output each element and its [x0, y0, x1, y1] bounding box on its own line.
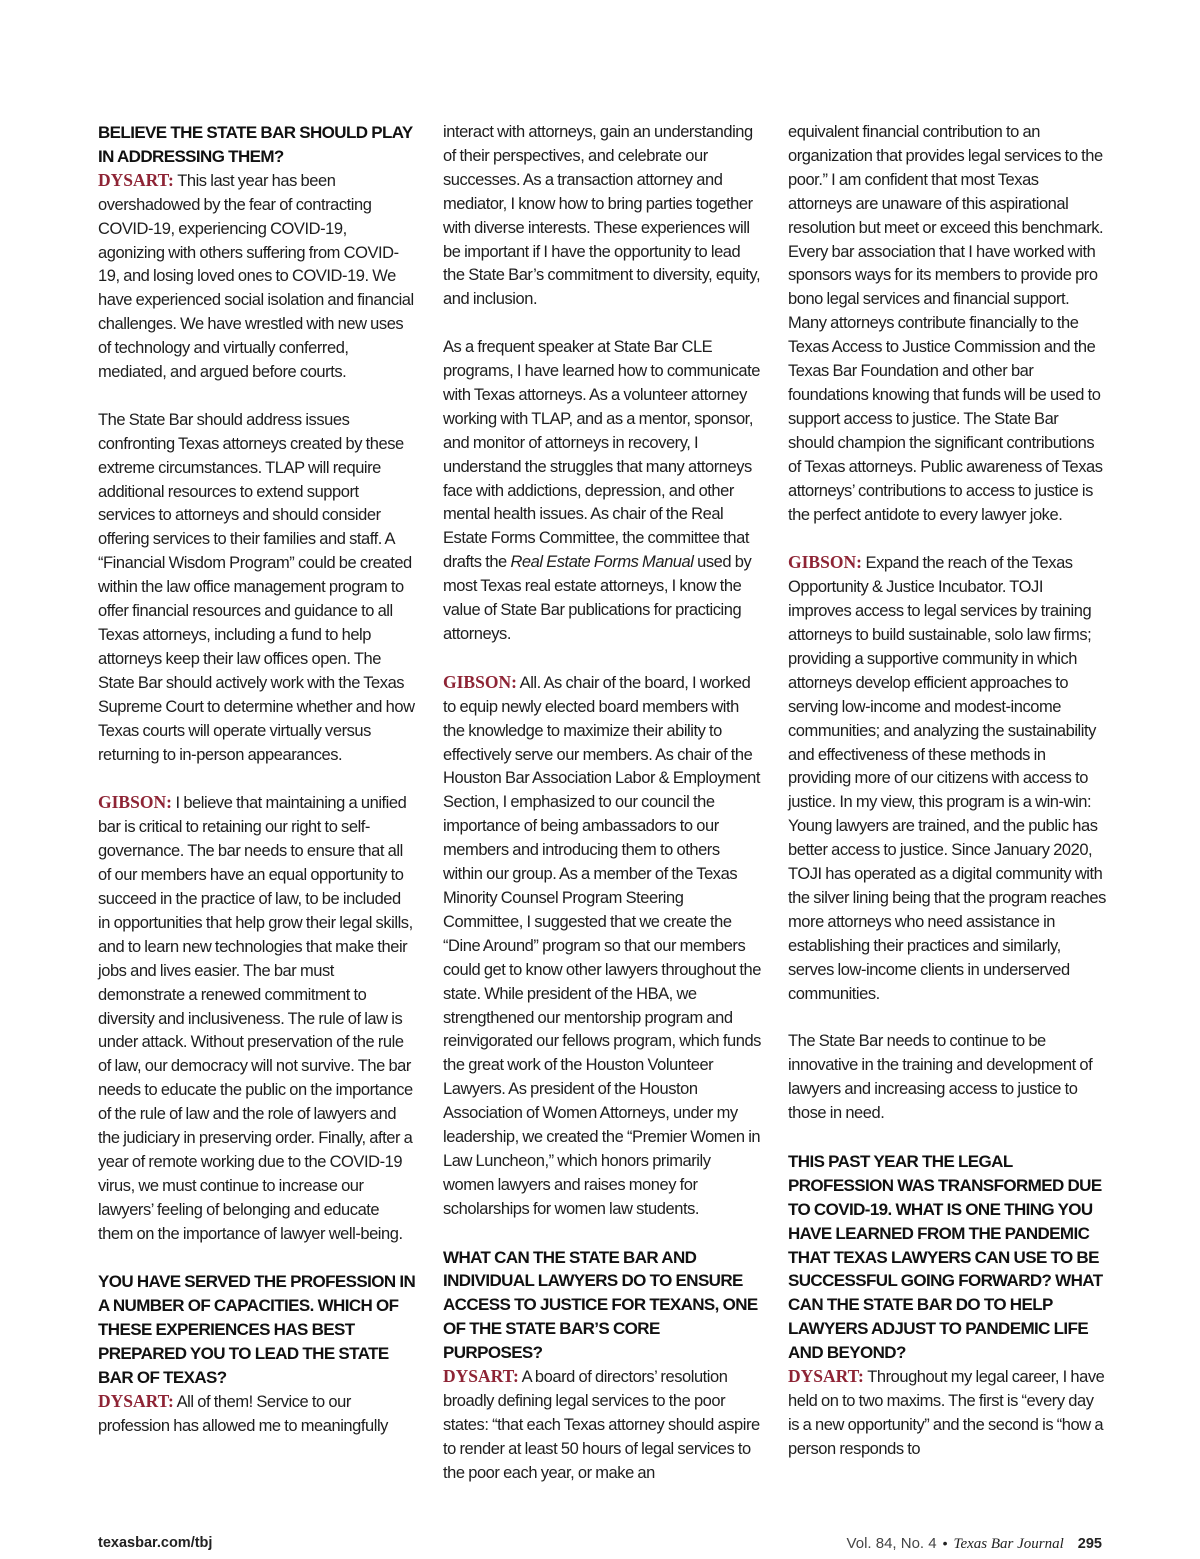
- column-2: [443, 121, 761, 1486]
- answer-paragraph: [443, 671, 761, 1222]
- footer-publication-info: [847, 1535, 1102, 1553]
- answer-paragraph: equivalent financial contribution to an organization that provides legal services to the poor.” I am confident that most Texas attorneys are unaware of this aspirational resolution but meet or exceed this benchmark. Every bar association that I have worked with sponsors ways for its members to provide pro bono legal services and financial support. Many attorneys contribute financially to the Texas Access to Justice Commission and the Texas Bar Foundation and other bar foundations knowing that funds will be used to support access to justice. The State Bar should champion the significant contributions of Texas attorneys. Public awareness of Texas attorneys’ contributions to access to justice is the perfect antidote to every lawyer joke.: [788, 123, 1104, 524]
- answer-paragraph: [98, 1390, 416, 1439]
- answer-text: As a frequent speaker at State Bar CLE programs, I have learned how to communicate with Texas attorneys. As a volunteer attorney working with TLAP, and as a mentor, sponsor, and monitor of attorneys in recovery, I understand the struggles that many attorneys face with addictions, depression, and other mental health issues. As chair of the Real Estate Forms Committee, the committee that drafts the: [443, 338, 760, 572]
- answer-paragraph: The State Bar should address issues confronting Texas attorneys created by these extreme circumstances. TLAP will require additional resources to extend support services to attorneys and should consider offering services to their families and staff. A “Financial Wisdom Program” could be created within the law office management program to offer financial resources and guidance to all Texas attorneys, including a fund to help attorneys keep their law offices open. The State Bar should actively work with the Texas Supreme Court to determine whether and how Texas courts will operate virtually versus returning to in-person appearances.: [98, 410, 415, 764]
- column-3: [788, 121, 1106, 1462]
- answer-paragraph: [98, 169, 416, 385]
- speaker-label: GIBSON:: [788, 552, 862, 573]
- answer-text: All of them! Service to our profession has allowed me to meaningfully: [98, 1392, 388, 1435]
- answer-paragraph: [443, 1365, 761, 1486]
- answer-text: This last year has been overshadowed by the fear of contracting COVID-19, experiencing COVID-19, agonizing with others suffering from COVID-19, and losing loved ones to COVID-19. We have experienced social isolation and financial challenges. We have wrestled with new uses of technology and virtually conferred, mediated, and argued before courts.: [98, 171, 414, 382]
- volume-issue: Vol. 84, No. 4: [846, 1535, 937, 1552]
- answer-text: used by most Texas real estate attorneys, I know the value of State Bar publications for practicing attorneys.: [443, 553, 752, 644]
- speaker-label: DYSART:: [98, 1390, 174, 1411]
- answer-text: Expand the reach of the Texas Opportunity & Justice Incubator. TOJI improves access to legal services by training attorneys to build sustainable, solo law firms; providing a supportive community in which attorneys develop efficient approaches to serving low-income and modest-income communities; and analyzing the sustainability and effectiveness of these methods in providing more of our citizens with access to justice. In my view, this program is a win-win: Young lawyers are trained, and the public has better access to justice. Since January 2020, TOJI has operated as a digital community with the silver lining being that the program reaches more attorneys who need assistance in establishing their practices and similarly, serves low-income clients in underserved communities.: [788, 554, 1106, 1003]
- speaker-label: DYSART:: [788, 1366, 864, 1387]
- answer-text: All. As chair of the board, I worked to equip newly elected board members with the knowledge to maximize their ability to effectively serve our members. As chair of the Houston Bar Association Labor & Employment Section, I emphasized to our council the importance of being ambassadors to our members and introducing them to others within our group. As a member of the Texas Minority Counsel Program Steering Committee, I suggested that we create the “Dine Around” program so that our members could get to know other lawyers throughout the state. While president of the HBA, we strengthened our mentorship program and reinvigorated our fellows program, which funds the great work of the Houston Volunteer Lawyers. As president of the Houston Association of Women Attorneys, under my leadership, we created the “Premier Women in Law Luncheon,” which honors primarily women lawyers and raises money for scholarships for women law students.: [443, 673, 761, 1218]
- question-heading: YOU HAVE SERVED THE PROFESSION IN A NUMBER OF CAPACITIES. WHICH OF THESE EXPERIENCES HAS BEST PREPARED YOU TO LEAD THE STATE BAR OF TEXAS?: [98, 1272, 416, 1388]
- speaker-label: GIBSON:: [98, 792, 172, 813]
- answer-paragraph: The State Bar needs to continue to be innovative in the training and development of lawyers and increasing access to justice to those in need.: [788, 1032, 1093, 1123]
- answer-paragraph: interact with attorneys, gain an understanding of their perspectives, and celebrate our successes. As a transaction attorney and mediator, I know how to bring parties together with diverse interests. These experiences will be important if I have the opportunity to lead the State Bar’s commitment to diversity, equity, and inclusion.: [443, 123, 761, 309]
- publication-title: Real Estate Forms Manual: [510, 553, 694, 572]
- speaker-label: DYSART:: [443, 1366, 519, 1387]
- footer-url: texasbar.com/tbj: [98, 1535, 213, 1551]
- answer-text: I believe that maintaining a unified bar is critical to retaining our right to self-governance. The bar needs to ensure that all of our members have an equal opportunity to succeed in the practice of law, to be included in opportunities that help grow their legal skills, and to learn new technologies that make their jobs and lives easier. The bar must demonstrate a renewed commitment to diversity and inclusiveness. The rule of law is under attack. Without preservation of the rule of law, our democracy will not survive. The bar needs to educate the public on the importance of the rule of law and the role of lawyers and the judiciary in preserving order. Finally, after a year of remote working due to the COVID-19 virus, we must continue to increase our lawyers’ feeling of belonging and educate them on the importance of lawyer well-being.: [98, 794, 413, 1243]
- question-heading: BELIEVE THE STATE BAR SHOULD PLAY IN ADDRESSING THEM?: [98, 123, 413, 166]
- speaker-label: DYSART:: [98, 169, 174, 190]
- speaker-label: GIBSON:: [443, 671, 517, 692]
- page-number: 295: [1077, 1536, 1102, 1552]
- answer-text: Throughout my legal career, I have held on to two maxims. The first is “every day is a new opportunity” and the second is “how a person responds to: [788, 1368, 1105, 1458]
- answer-paragraph: [788, 551, 1106, 1006]
- question-heading: THIS PAST YEAR THE LEGAL PROFESSION WAS TRANSFORMED DUE TO COVID-19. WHAT IS ONE THING YOU HAVE LEARNED FROM THE PANDEMIC THAT TEXAS LAWYERS CAN USE TO BE SUCCESSFUL GOING FORWARD? WHAT CAN THE STATE BAR DO TO HELP LAWYERS ADJUST TO PANDEMIC LIFE AND BEYOND?: [788, 1151, 1103, 1363]
- answer-paragraph: [443, 336, 761, 647]
- journal-name: Texas Bar Journal: [953, 1536, 1064, 1552]
- answer-paragraph: [788, 1365, 1106, 1462]
- page-footer: [98, 1535, 1102, 1559]
- column-1: [98, 121, 416, 1439]
- question-heading: WHAT CAN THE STATE BAR AND INDIVIDUAL LAWYERS DO TO ENSURE ACCESS TO JUSTICE FOR TEXANS, ONE OF THE STATE BAR’S CORE PURPOSES?: [443, 1247, 758, 1363]
- answer-paragraph: [98, 791, 416, 1246]
- answer-text: A board of directors’ resolution broadly defining legal services to the poor states: “that each Texas attorney should aspire to render at least 50 hours of legal services to the poor each year, or make an: [443, 1368, 760, 1482]
- bullet-separator: •: [942, 1535, 948, 1551]
